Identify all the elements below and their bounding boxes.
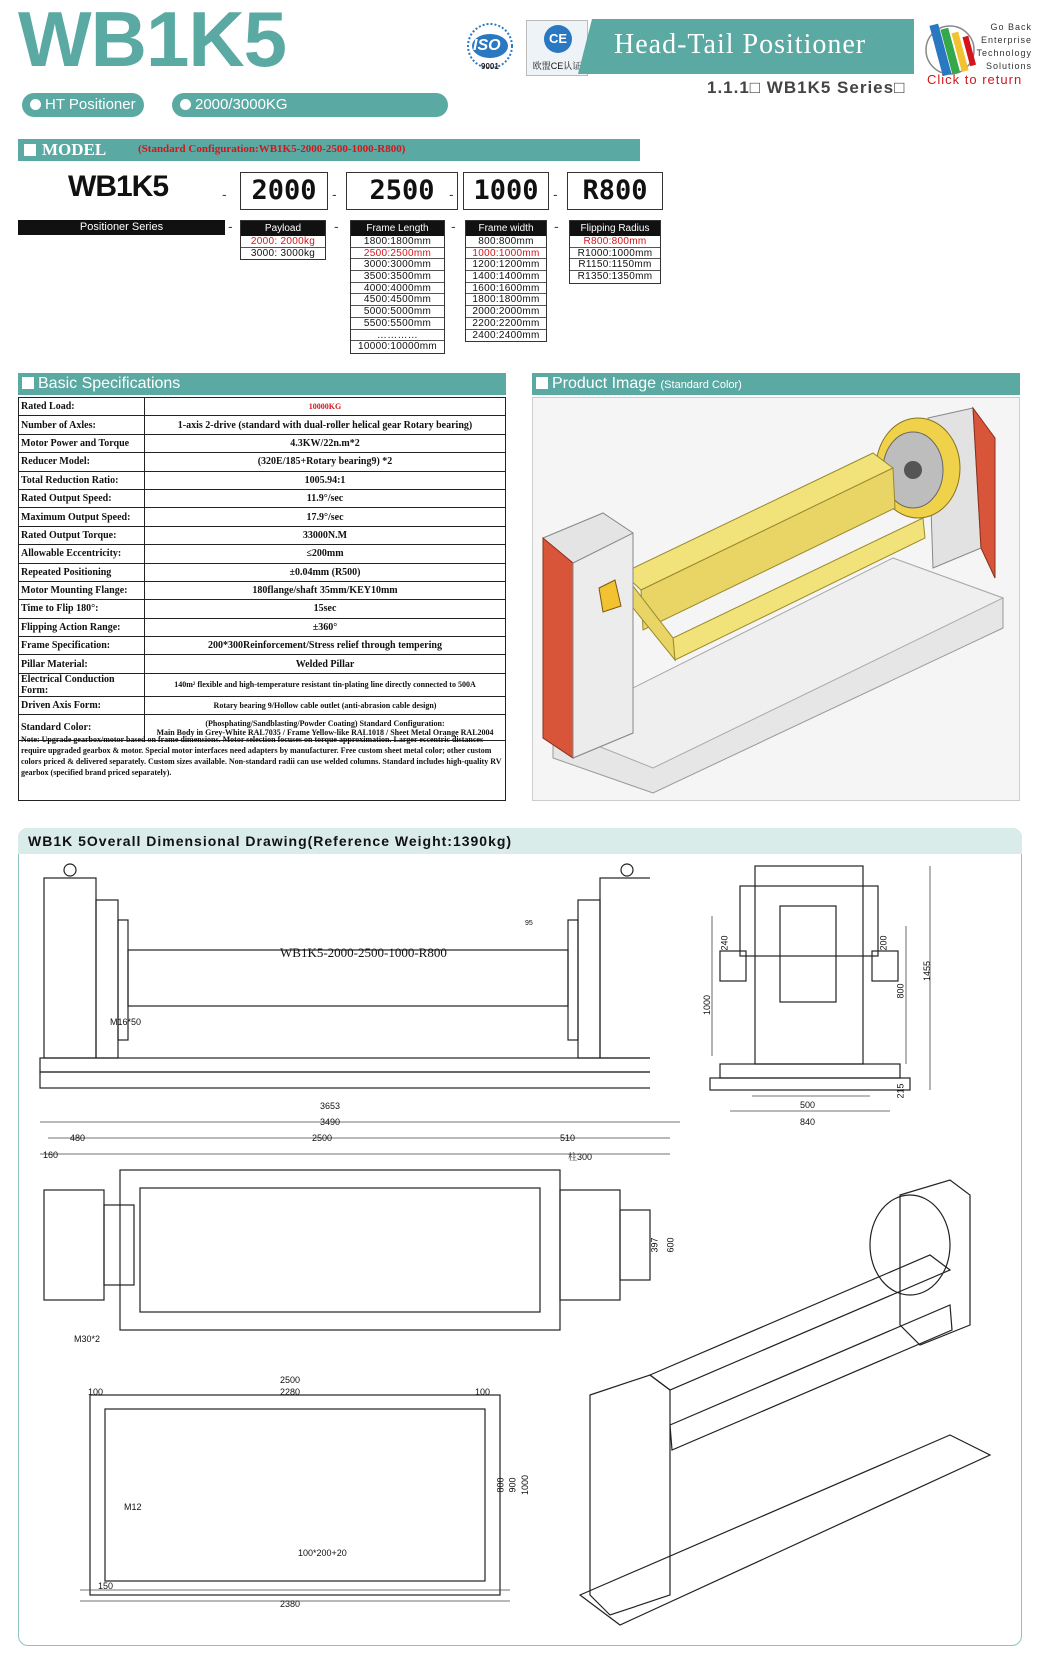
frame-width-option: 1600:1600mm <box>466 283 546 295</box>
dimension-label: 510 <box>560 1133 576 1143</box>
dimension-label: 480 <box>70 1133 86 1143</box>
bullet-icon <box>30 99 41 110</box>
dimension-label: 100 <box>88 1387 104 1397</box>
frame-width-option: 800:800mm <box>466 236 546 248</box>
specs-note: Note: Upgrade gearbox/motor based on frame dimensions. Motor selection focuses on torque approximation. Larger eccentric distances require upgraded gearbox & motor. Special motor interfaces need adapters by manufacturer. Free custom sheet metal color; other custom colors priced & delivered separately. Custom sizes available. Non-standard radii can use welded columns. Standard includes high-quality RV gearbox (specified brand priced separately). <box>18 730 506 801</box>
product-image-sub: (Standard Color) <box>660 379 742 391</box>
standard-color-line: (Phosphating/Sandblasting/Powder Coating) Standard Configuration: <box>205 718 445 728</box>
dimension-label: 150 <box>98 1581 114 1591</box>
dimension-label: 900 <box>507 1477 518 1493</box>
frame-plan-drawing <box>80 1385 520 1605</box>
dash: - <box>332 186 337 202</box>
model-section-header <box>18 139 640 161</box>
dimension-label: 800 <box>895 983 906 999</box>
table-row <box>19 563 506 581</box>
ce-caption: 欧盟CE认证 <box>532 61 582 71</box>
spec-key: Motor Mounting Flange: <box>19 581 145 599</box>
spec-key: Driven Axis Form: <box>19 696 145 714</box>
side-elevation-drawing <box>30 860 650 1100</box>
frame-width-code: 1000 <box>463 172 549 210</box>
dimension-label: 215 <box>895 1083 906 1099</box>
spec-key: Number of Axles: <box>19 416 145 434</box>
frame-length-code: 2500 <box>346 172 458 210</box>
standard-config: (Standard Configuration:WB1K5-2000-2500-1000-R800) <box>138 143 406 155</box>
product-image-header <box>532 373 1020 395</box>
spec-value: 1005.94:1 <box>145 471 506 489</box>
dimension-label: 2500 <box>280 1375 301 1385</box>
flipping-radius-header: Flipping Radius <box>570 221 660 236</box>
spec-key: Pillar Material: <box>19 655 145 673</box>
frame-length-option: 3000:3000mm <box>351 259 444 271</box>
spec-key: Time to Flip 180°: <box>19 600 145 618</box>
spec-key: Total Reduction Ratio: <box>19 471 145 489</box>
frame-width-options <box>465 220 547 342</box>
product-title-band <box>592 19 914 74</box>
frame-width-option: 1200:1200mm <box>466 259 546 271</box>
product-image-heading: Product Image <box>552 375 657 392</box>
specs-table <box>18 397 506 741</box>
dash: - <box>334 218 339 234</box>
spec-value: ≤200mm <box>145 545 506 563</box>
spec-value: 10000KG <box>145 398 506 416</box>
spec-value: 33000N.M <box>145 526 506 544</box>
payload-option: 3000: 3000kg <box>250 247 316 259</box>
go-back-line: Enterprise <box>980 35 1032 45</box>
table-row <box>19 655 506 673</box>
specs-heading: Basic Specifications <box>38 375 181 392</box>
spec-key: Flipping Action Range: <box>19 618 145 636</box>
model-code-name: WB1K5 <box>68 170 169 203</box>
table-row <box>19 471 506 489</box>
spec-key: Frame Specification: <box>19 637 145 655</box>
dimension-label: 397 <box>649 1237 660 1253</box>
dimension-label: 100 <box>475 1387 491 1397</box>
flipping-radius-option: R1150:1150mm <box>570 259 660 271</box>
table-row <box>19 637 506 655</box>
spec-value: 11.9°/sec <box>145 489 506 507</box>
standard-color-line: Main Body in Grey-White RAL7035 / Frame Yellow-like RAL1018 / Sheet Metal Orange RAL2004 <box>156 727 494 737</box>
spec-key: Electrical Conduction Form: <box>19 673 145 696</box>
dimension-label: 500 <box>800 1100 816 1110</box>
product-image <box>532 397 1020 801</box>
spec-key: Repeated Positioning <box>19 563 145 581</box>
flipping-radius-option: R1350:1350mm <box>577 271 653 283</box>
payload-code: 2000 <box>240 172 328 210</box>
dimension-label: M30*2 <box>74 1334 101 1344</box>
spec-value: 140m² flexible and high-temperature resistant tin-plating line directly connected to 500A <box>145 673 506 696</box>
go-back-line: Technology <box>976 48 1032 58</box>
spec-value: 1-axis 2-drive (standard with dual-roller helical gear Rotary bearing) <box>145 416 506 434</box>
dimension-label: 2280 <box>280 1387 301 1397</box>
iso-number: 9001 <box>481 62 499 71</box>
dimension-label: 95 <box>525 920 533 927</box>
frame-width-header: Frame width <box>466 221 546 236</box>
type-pill-label: HT Positioner <box>45 96 136 113</box>
spec-value: ±360° <box>145 618 506 636</box>
dimension-label: 600 <box>665 1237 676 1253</box>
spec-key: Maximum Output Speed: <box>19 508 145 526</box>
dimension-label: 2380 <box>280 1599 301 1609</box>
spec-value: 200*300Reinforcement/Stress relief through tempering <box>145 637 506 655</box>
frame-length-option: ………… <box>351 330 444 342</box>
spec-key: Rated Output Speed: <box>19 489 145 507</box>
spec-value: (320E/185+Rotary bearing9) *2 <box>145 453 506 471</box>
click-to-return-link[interactable]: Click to return <box>927 72 1023 87</box>
table-row <box>19 696 506 714</box>
table-row <box>19 545 506 563</box>
dimension-label: 1455 <box>922 960 933 982</box>
table-row <box>19 618 506 636</box>
frame-length-option: 4000:4000mm <box>351 283 444 295</box>
dimension-label: 2500 <box>312 1133 333 1143</box>
end-view-drawing <box>700 856 960 1126</box>
spec-key: Motor Power and Torque <box>19 434 145 452</box>
table-row <box>19 434 506 452</box>
ce-logo: CE <box>544 25 572 53</box>
flipping-radius-code: R800 <box>567 172 663 210</box>
dimension-label: 840 <box>800 1117 816 1127</box>
table-row <box>19 581 506 599</box>
dimension-label: 200 <box>878 935 889 951</box>
frame-length-option: 3500:3500mm <box>351 271 444 283</box>
dash: - <box>222 186 227 202</box>
go-back-text: Go Back <box>990 22 1032 32</box>
dimension-label: 240 <box>719 935 730 951</box>
model-title: WB1K5 <box>18 0 287 83</box>
capacity-pill <box>172 93 448 117</box>
payload-options <box>240 220 326 260</box>
square-icon <box>536 377 548 389</box>
dimension-label: M12 <box>124 1502 142 1512</box>
dash: - <box>553 186 558 202</box>
dimension-label: 3490 <box>320 1117 341 1127</box>
frame-width-option: 2200:2200mm <box>466 318 546 330</box>
spec-value: 17.9°/sec <box>145 508 506 526</box>
flipping-radius-options <box>569 220 661 284</box>
capacity-pill-label: 2000/3000KG <box>195 96 288 113</box>
frame-length-option: 10000:10000mm <box>358 341 437 353</box>
spec-key: Rated Output Torque: <box>19 526 145 544</box>
square-icon <box>24 144 36 156</box>
positioner-series-label: Positioner Series <box>18 220 225 235</box>
frame-length-option: 2500:2500mm <box>351 248 444 260</box>
table-row <box>19 416 506 434</box>
dash: - <box>228 218 233 234</box>
iso-badge <box>462 22 518 74</box>
product-title: Head-Tail Positioner <box>614 29 867 60</box>
isometric-drawing <box>570 1175 1010 1635</box>
bullet-icon <box>180 99 191 110</box>
table-row <box>19 489 506 507</box>
flipping-radius-option: R800:800mm <box>570 236 660 248</box>
dimension-label: 160 <box>43 1150 59 1160</box>
dimension-label: 1000 <box>702 994 713 1016</box>
iso-label: ISO <box>473 37 501 54</box>
frame-width-option: 2000:2000mm <box>466 306 546 318</box>
table-row <box>19 600 506 618</box>
specs-section-header <box>18 373 506 395</box>
spec-key: Standard Color: <box>19 715 145 741</box>
table-row <box>19 453 506 471</box>
spec-value: Welded Pillar <box>145 655 506 673</box>
spec-key: Reducer Model: <box>19 453 145 471</box>
drawing-heading: WB1K 5Overall Dimensional Drawing(Reference Weight:1390kg) <box>18 828 1022 854</box>
dash: - <box>449 186 454 202</box>
spec-key: Allowable Eccentricity: <box>19 545 145 563</box>
dash: - <box>451 218 456 234</box>
spec-value: 180flange/shaft 35mm/KEY10mm <box>145 581 506 599</box>
frame-length-options <box>350 220 445 354</box>
series-line: 1.1.1□ WB1K5 Series□ <box>707 78 906 97</box>
frame-length-option: 4500:4500mm <box>351 294 444 306</box>
dash: - <box>554 218 559 234</box>
spec-value: ±0.04mm (R500) <box>145 563 506 581</box>
type-pill <box>22 93 144 117</box>
payload-option: 2000: 2000kg <box>241 236 325 248</box>
frame-width-option: 1000:1000mm <box>466 248 546 260</box>
table-row <box>19 508 506 526</box>
frame-length-option: 5500:5500mm <box>351 318 444 330</box>
table-row <box>19 673 506 696</box>
spec-value: 15sec <box>145 600 506 618</box>
frame-label: WB1K5-2000-2500-1000-R800 <box>280 945 447 960</box>
dimension-label: 100*200+20 <box>298 1548 347 1558</box>
frame-width-option: 2400:2400mm <box>472 329 540 341</box>
spec-value: 4.3KW/22n.m*2 <box>145 434 506 452</box>
spec-value: Rotary bearing 9/Hollow cable outlet (anti-abrasion cable design) <box>145 696 506 714</box>
frame-width-option: 1800:1800mm <box>466 294 546 306</box>
payload-header: Payload <box>241 221 325 236</box>
table-row <box>19 398 506 416</box>
table-row <box>19 526 506 544</box>
frame-length-header: Frame Length <box>351 221 444 236</box>
dimension-label: M16*50 <box>110 1017 142 1027</box>
flipping-radius-option: R1000:1000mm <box>570 248 660 260</box>
dimension-label: 柱300 <box>568 1152 593 1162</box>
frame-length-option: 1800:1800mm <box>351 236 444 248</box>
dimension-label: 1000 <box>520 1474 531 1496</box>
model-heading: MODEL <box>42 140 107 159</box>
spec-key: Rated Load: <box>19 398 145 416</box>
go-back-line: Solutions <box>985 61 1032 71</box>
frame-length-option: 5000:5000mm <box>351 306 444 318</box>
frame-width-option: 1400:1400mm <box>466 271 546 283</box>
dimension-label: 3653 <box>320 1101 341 1111</box>
square-icon <box>22 377 34 389</box>
dimension-label: 800 <box>495 1477 506 1493</box>
